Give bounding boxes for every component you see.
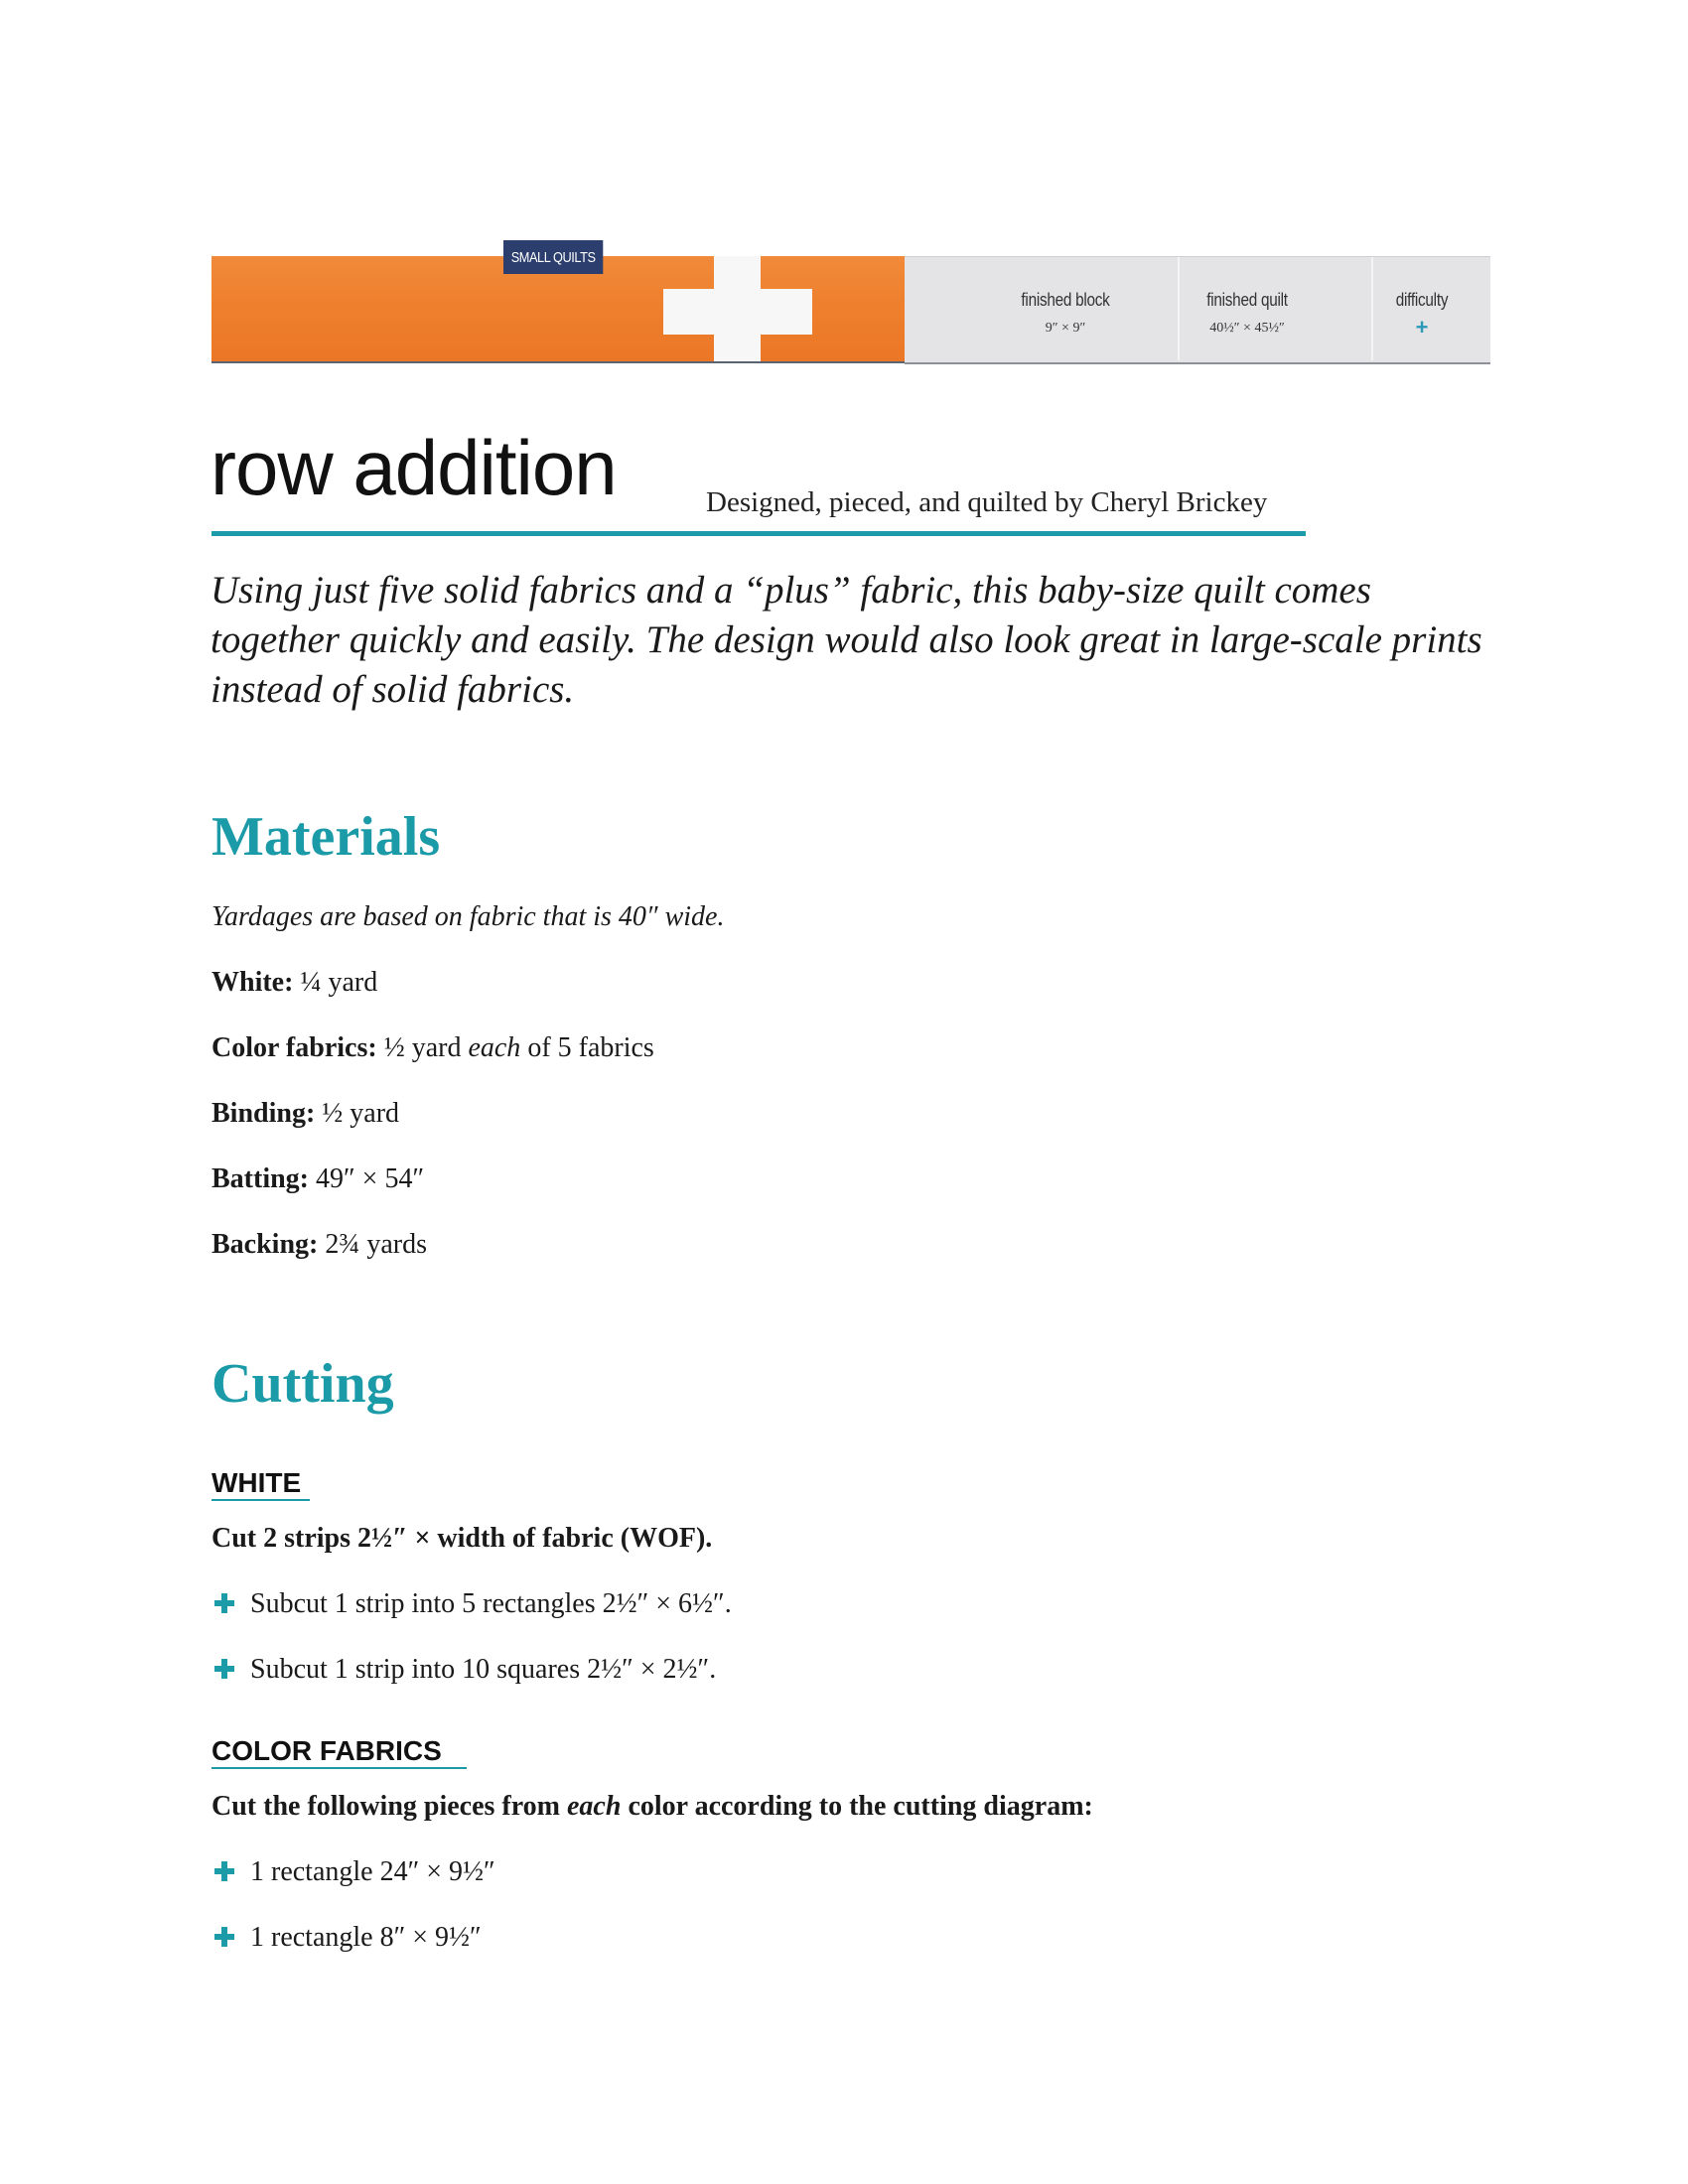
intro-paragraph: Using just five solid fabrics and a “plus” fabric, this baby-size quilt comes together quickly and easily. The design would also look great in large-scale prints instead of solid fabrics. (211, 569, 1482, 711)
plus-graphic (663, 256, 812, 361)
material-item (211, 1165, 424, 1193)
banner-stats-panel (905, 256, 1490, 364)
plus-bullet-icon (214, 1657, 238, 1681)
stat-finished-quilt (1168, 257, 1327, 360)
materials-note: Yardages are based on fabric that is 40″ wide. (211, 901, 725, 932)
material-value: ½ yard (383, 1032, 462, 1063)
white-instruction (211, 1525, 712, 1553)
material-label: Binding: (211, 1098, 316, 1129)
material-label: Backing: (211, 1229, 319, 1260)
plus-bullet-icon (214, 1925, 238, 1949)
material-label: Color fabrics: (211, 1032, 377, 1063)
material-value: 49″ × 54″ (316, 1163, 425, 1194)
title-underline (211, 531, 1306, 536)
material-label: White: (211, 967, 294, 998)
instruction-emphasis: each (567, 1791, 622, 1822)
page-title: row addition (211, 424, 617, 511)
plus-vertical-bar (714, 256, 761, 361)
plus-bullet-icon (214, 1859, 238, 1883)
instruction-text: color according to the cutting diagram: (628, 1791, 1093, 1822)
material-item (211, 1231, 427, 1259)
stat-value: 40½″ × 45½″ (1209, 321, 1285, 336)
material-value: 2¾ yards (325, 1229, 428, 1260)
list-item-text: 1 rectangle 24″ × 9½″ (250, 1856, 495, 1887)
instruction-text: Cut the following pieces from (211, 1791, 560, 1822)
color-instruction (211, 1793, 1093, 1821)
list-item (211, 1858, 495, 1886)
difficulty-plus-icon: + (1415, 315, 1429, 340)
subhead-underline (211, 1767, 467, 1769)
material-item (211, 969, 377, 997)
list-item (211, 1656, 716, 1684)
material-value-emphasis: each (468, 1032, 521, 1063)
material-item (211, 1100, 399, 1128)
stat-label: difficulty (1395, 290, 1449, 310)
stat-finished-block (986, 257, 1145, 360)
stat-value: 9″ × 9″ (1045, 321, 1086, 336)
designer-byline: Designed, pieced, and quilted by Cheryl Brickey (706, 486, 1268, 518)
stat-label: finished quilt (1206, 290, 1288, 310)
material-label: Batting: (211, 1163, 309, 1194)
stat-difficulty (1367, 257, 1477, 360)
list-item (211, 1924, 482, 1952)
category-badge: SMALL QUILTS (503, 240, 603, 274)
list-item-text: 1 rectangle 8″ × 9½″ (250, 1922, 482, 1953)
subhead-underline (211, 1499, 310, 1501)
cutting-heading: Cutting (211, 1353, 394, 1415)
stat-label: finished block (1021, 290, 1110, 310)
material-value: ¼ yard (300, 967, 378, 998)
material-value: ½ yard (322, 1098, 400, 1129)
plus-bullet-icon (214, 1591, 238, 1615)
pattern-banner (211, 256, 1490, 361)
white-subhead: WHITE (211, 1467, 302, 1498)
material-value: of 5 fabrics (527, 1032, 654, 1063)
instruction-text: Cut 2 strips 2½″ × width of fabric (WOF). (211, 1523, 713, 1554)
list-item-text: Subcut 1 strip into 10 squares 2½″ × 2½″. (250, 1654, 717, 1685)
color-fabrics-subhead: COLOR FABRICS (211, 1735, 442, 1766)
materials-heading: Materials (211, 806, 441, 868)
list-item (211, 1590, 732, 1618)
material-item (211, 1034, 654, 1062)
list-item-text: Subcut 1 strip into 5 rectangles 2½″ × 6½″. (250, 1588, 732, 1619)
